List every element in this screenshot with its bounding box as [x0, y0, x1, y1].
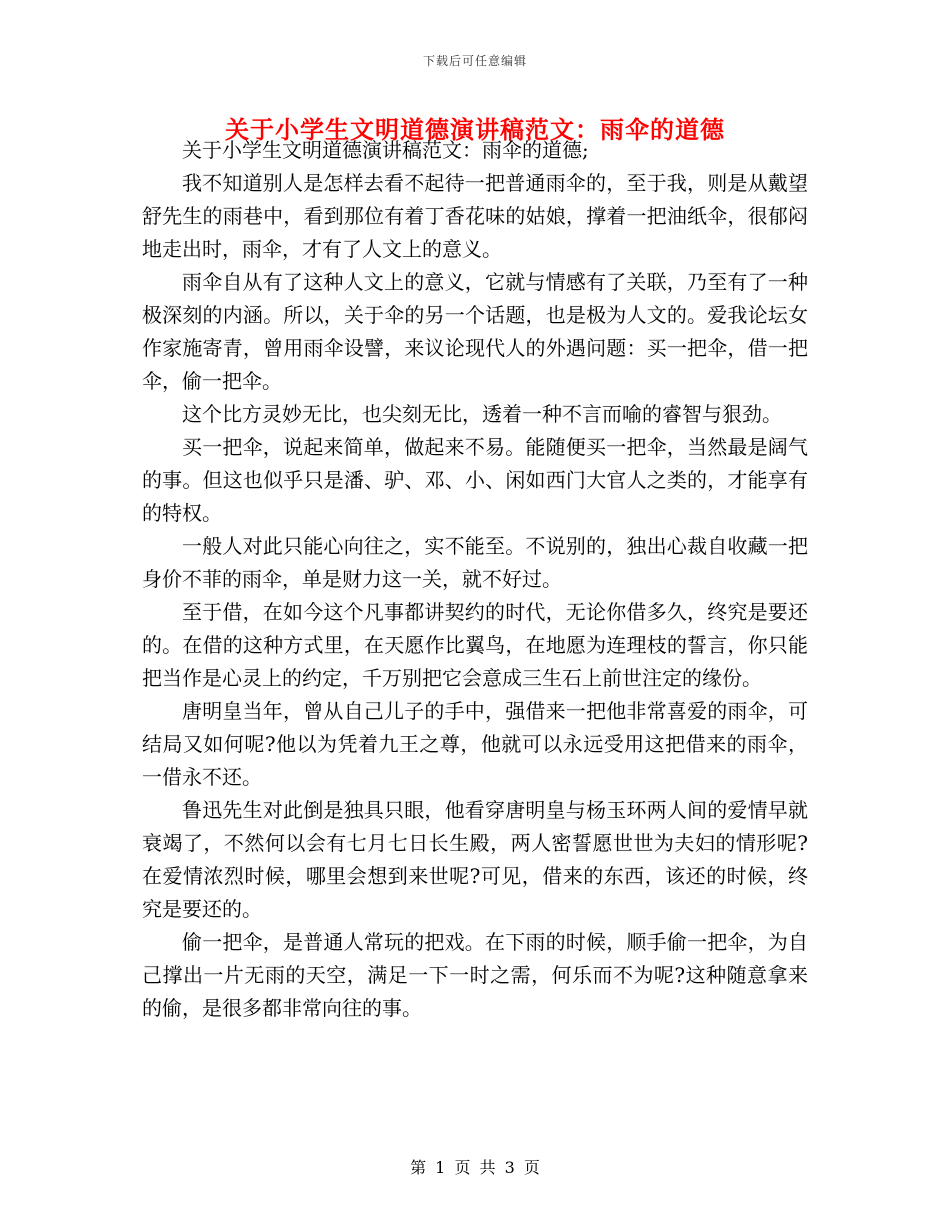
paragraph: 这个比方灵妙无比，也尖刻无比，透着一种不言而喻的睿智与狠劲。	[182, 402, 782, 426]
paragraph: 唐明皇当年，曾从自己儿子的手中，强借来一把他非常喜爱的雨伞，可结局又如何呢?他以为凭着九王之尊，他就可以永远受用这把借来的雨伞，一借永不还。	[142, 699, 808, 789]
paragraph: 至于借，在如今这个凡事都讲契约的时代，无论你借多久，终究是要还的。在借的这种方式里，在天愿作比翼鸟，在地愿为连理枝的誓言，你只能把当作是心灵上的约定，千万别把它会意成三生石上前世注定的缘份。	[142, 600, 808, 690]
paragraph: 雨伞自从有了这种人文上的意义，它就与情感有了关联，乃至有了一种极深刻的内涵。所以，关于伞的另一个话题，也是极为人文的。爱我论坛女作家施寄青，曾用雨伞设譬，来议论现代人的外遇问题：买一把伞，借一把伞，偷一把伞。	[142, 270, 808, 393]
paragraph: 一般人对此只能心向往之，实不能至。不说别的，独出心裁自收藏一把身价不菲的雨伞，单是财力这一关，就不好过。	[142, 534, 808, 591]
paragraph: 鲁迅先生对此倒是独具只眼，他看穿唐明皇与杨玉环两人间的爱情早就衰竭了，不然何以会有七月七日长生殿，两人密誓愿世世为夫妇的情形呢?在爱情浓烈时候，哪里会想到来世呢?可见，借来的东西，该还的时候，终究是要还的。	[142, 798, 808, 921]
paragraph: 我不知道别人是怎样去看不起待一把普通雨伞的，至于我，则是从戴望舒先生的雨巷中，看到那位有着丁香花味的姑娘，撑着一把油纸伞，很郁闷地走出时，雨伞，才有了人文上的意义。	[142, 171, 808, 261]
paragraph: 偷一把伞，是普通人常玩的把戏。在下雨的时候，顺手偷一把伞，为自己撑出一片无雨的天空，满足一下一时之需，何乐而不为呢?这种随意拿来的偷，是很多都非常向往的事。	[142, 930, 808, 1020]
document-title: 关于小学生文明道德演讲稿范文：雨伞的道德	[225, 115, 725, 144]
document-body	[142, 134, 808, 1025]
paragraph: 关于小学生文明道德演讲稿范文：雨伞的道德;	[182, 138, 589, 162]
paragraph: 买一把伞，说起来简单，做起来不易。能随便买一把伞，当然最是阔气的事。但这也似乎只是潘、驴、邓、小、闲如西门大官人之类的，才能享有的特权。	[142, 435, 808, 525]
header-note: 下载后可任意编辑	[422, 54, 527, 68]
page-number: 第 1 页 共 3 页	[410, 1158, 540, 1177]
